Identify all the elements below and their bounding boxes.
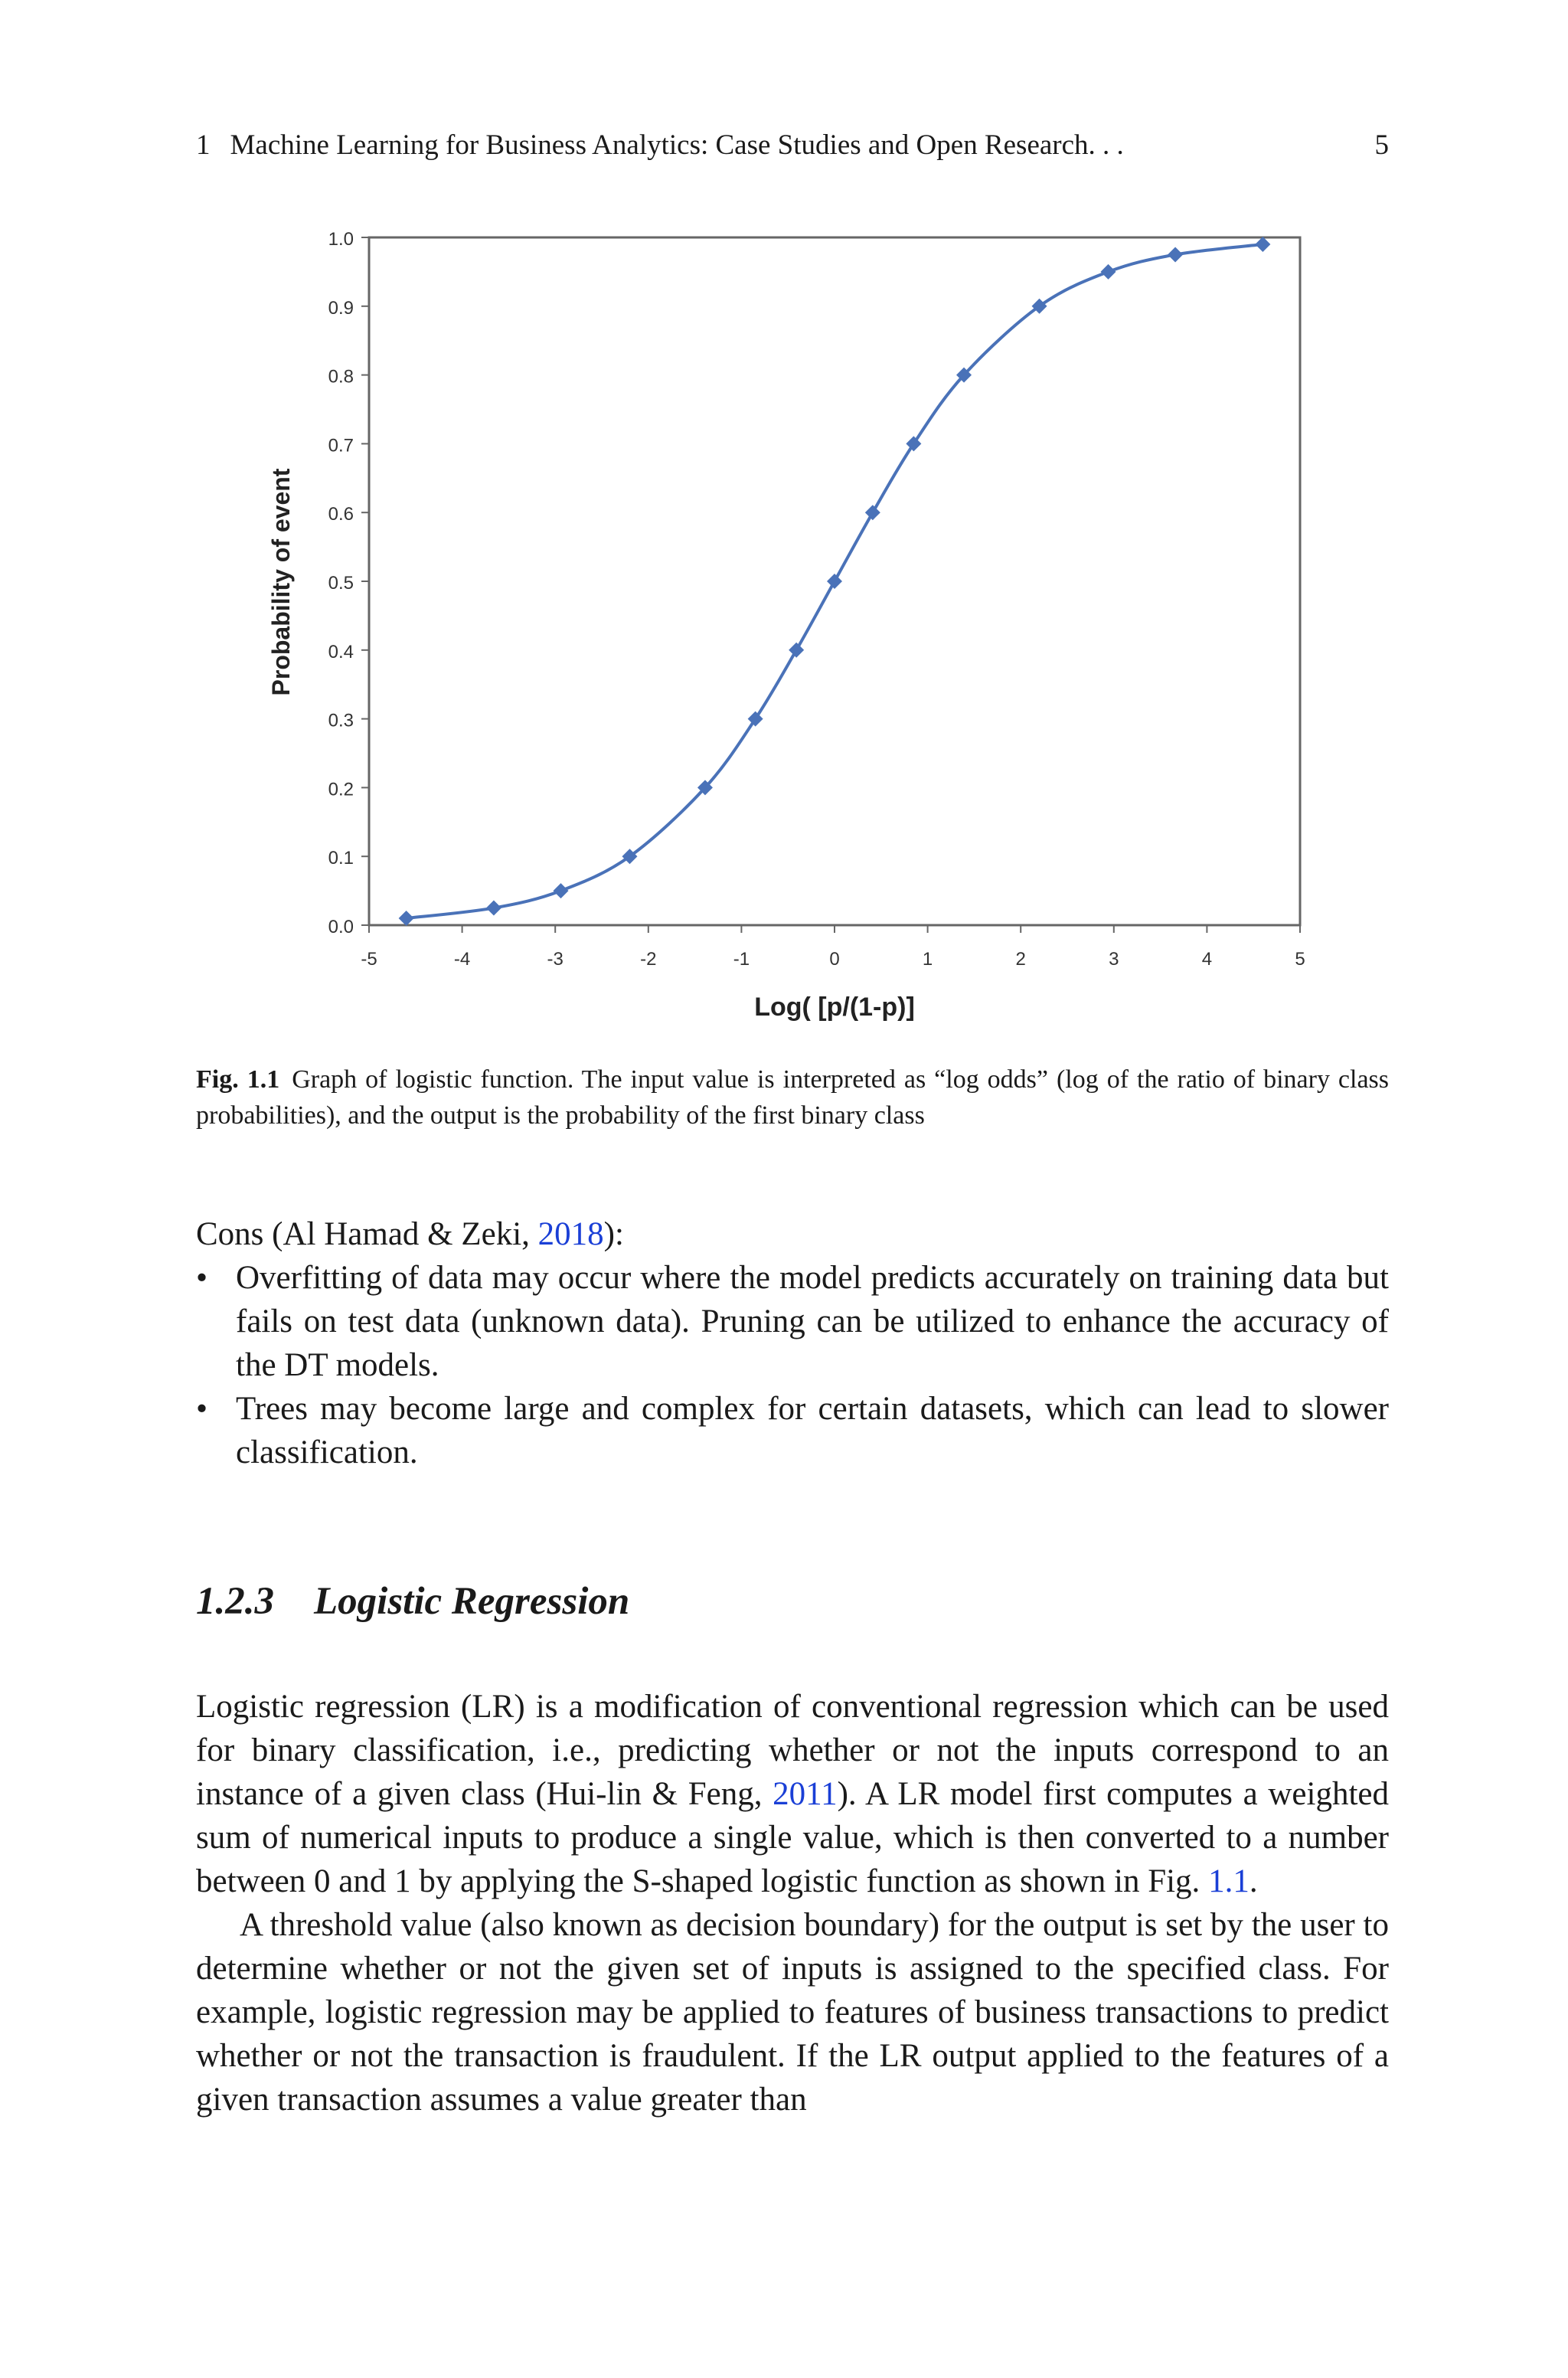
x-axis-ticks: [361, 925, 1305, 970]
y-tick-label: 0.7: [328, 435, 354, 456]
figure-caption: [196, 1061, 1389, 1133]
y-axis-ticks: [328, 229, 369, 937]
citation-link-2018[interactable]: 2018: [537, 1216, 604, 1252]
x-tick-label: 4: [1201, 949, 1213, 970]
y-tick-label: 1.0: [328, 229, 354, 250]
figure-label: Fig. 1.1: [196, 1065, 280, 1094]
chapter-heading: [196, 129, 1124, 162]
section-number: 1.2.3: [196, 1580, 274, 1623]
cons-intro-text: Cons (Al Hamad & Zeki,: [196, 1216, 538, 1252]
figure-link-1-1[interactable]: 1.1: [1208, 1863, 1250, 1899]
chapter-number: 1: [196, 129, 211, 161]
x-axis-label: Log( [p/(1-p)]: [754, 993, 915, 1022]
y-tick-label: 0.9: [328, 297, 354, 319]
y-tick-label: 0.2: [328, 779, 354, 800]
data-point: [1255, 237, 1270, 252]
paragraph-2: A threshold value (also known as decision boundary) for the output is set by the user to determine whether or not the given set of inputs is assigned to the specified class. For example, logistic regression may be applied to features of business transactions to predict whether or not the transaction is fraudulent. If the LR output applied to the features of a given transaction assumes a value greater than: [196, 1907, 1389, 2118]
y-tick-label: 0.3: [328, 710, 354, 731]
x-tick-label: 2: [1015, 949, 1026, 970]
x-tick-label: -3: [547, 949, 564, 970]
list-item: [196, 1387, 1389, 1474]
paragraph-text: .: [1249, 1863, 1258, 1899]
x-tick-label: -4: [453, 949, 471, 970]
x-tick-label: 3: [1109, 949, 1119, 970]
paragraph-text: Logistic regression (LR) is a modification of conventional regression which can be used for binary classification, i.e., predicting whether or not the inputs correspond to an instance of a given class (Hui-lin & Feng,: [196, 1689, 1389, 1812]
list-item: [196, 1256, 1389, 1387]
x-tick-label: -1: [733, 949, 750, 970]
x-tick-label: 5: [1295, 949, 1305, 970]
section-heading: [196, 1579, 629, 1624]
cons-intro-suffix: ):: [603, 1216, 624, 1252]
data-point: [553, 883, 568, 898]
x-tick-label: 1: [922, 949, 933, 970]
data-point: [1168, 247, 1183, 262]
data-point: [789, 643, 804, 658]
section-body: [196, 1685, 1389, 2121]
x-tick-label: 0: [829, 949, 840, 970]
paragraph-1: [196, 1685, 1389, 1903]
cons-list: [196, 1256, 1389, 1474]
cons-block: [196, 1212, 1389, 1474]
cons-intro: [196, 1212, 1389, 1256]
figure-caption-text: Graph of logistic function. The input value is interpreted as “log odds” (log of the ratio of binary class probabilities), and the output is the probability of the first binary class: [196, 1065, 1390, 1130]
chapter-title: Machine Learning for Business Analytics: Case Studies and Open Research. . .: [230, 129, 1124, 161]
bullet-icon: •: [196, 1260, 208, 1296]
list-item-text: Overfitting of data may occur where the model predicts accurately on training data but fails on test data (unknown data). Pruning can be utilized to enhance the accuracy of the DT models.: [236, 1260, 1389, 1383]
citation-link-2011[interactable]: 2011: [773, 1776, 838, 1812]
data-point: [827, 574, 842, 589]
chart-svg: [253, 221, 1340, 1048]
y-tick-label: 0.6: [328, 504, 354, 525]
y-tick-label: 0.0: [328, 917, 354, 937]
y-tick-label: 0.4: [328, 641, 354, 662]
series-markers: [399, 237, 1271, 926]
y-tick-label: 0.5: [328, 573, 354, 594]
x-tick-label: -2: [640, 949, 657, 970]
list-item-text: Trees may become large and complex for certain datasets, which can lead to slower classification.: [236, 1391, 1389, 1470]
y-tick-label: 0.1: [328, 848, 354, 869]
bullet-icon: •: [196, 1391, 208, 1427]
y-axis-label: Probability of event: [267, 468, 295, 696]
x-tick-label: -5: [361, 949, 377, 970]
data-point: [1101, 264, 1116, 280]
paragraph-text: ). A LR model first computes a weighted sum of numerical inputs to produce a single value, which is then converted to a number between 0 and 1 by applying the S-shaped logistic function as shown in Fig.: [196, 1776, 1389, 1899]
data-point: [865, 505, 880, 520]
logistic-function-chart: [253, 221, 1340, 1048]
page-number: 5: [1374, 129, 1389, 161]
data-point: [399, 911, 414, 926]
running-header: [196, 129, 1389, 162]
y-tick-label: 0.8: [328, 366, 354, 388]
section-title: Logistic Regression: [314, 1580, 630, 1623]
data-point: [486, 901, 501, 916]
